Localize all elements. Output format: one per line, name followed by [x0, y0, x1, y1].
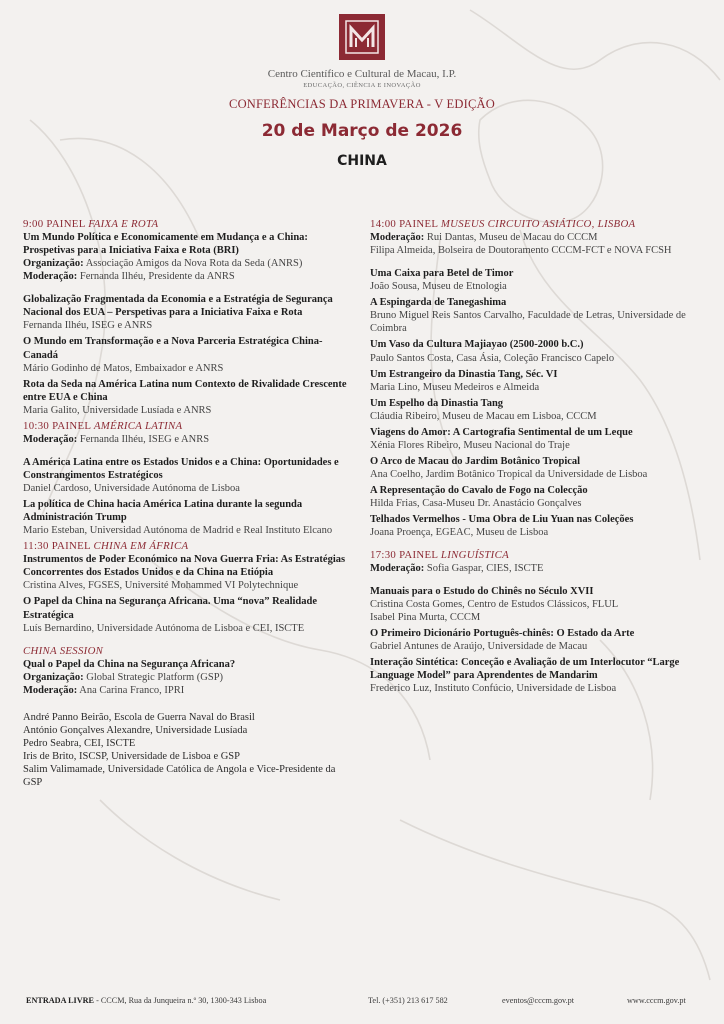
talk-title: O Arco de Macau do Jardim Botânico Tropical	[370, 455, 581, 467]
talk-title: Uma Caixa para Betel de Timor	[370, 268, 514, 280]
header	[0, 14, 724, 169]
speaker: Daniel Cardoso, Universidade Autónoma de Lisboa	[23, 483, 240, 494]
right-column	[370, 218, 704, 695]
panel-time: 17:30 PAINEL	[370, 548, 441, 561]
panel-heading	[23, 420, 353, 433]
org-name: Centro Científico e Cultural de Macau, I.P.	[267, 68, 457, 80]
footer-address	[26, 996, 266, 1005]
session-speaker: André Panno Beirão, Escola de Guerra Naval do Brasil	[23, 711, 255, 723]
talk-title: La política de China hacia América Latina durante la segunda Administración Trump	[23, 499, 303, 524]
panel-time: 11:30 PAINEL	[23, 540, 94, 553]
panel-heading	[370, 549, 704, 562]
talk-title: O Primeiro Dicionário Português-chinês: O Estado da Arte	[370, 628, 635, 640]
session-speaker: António Gonçalves Alexandre, Universidade Lusíada	[23, 724, 248, 736]
role-label: Organização:	[23, 258, 84, 270]
speaker: Gabriel Antunes de Araújo, Universidade de Macau	[370, 641, 588, 653]
role-value: Fernanda Ilhéu, Presidente da ANRS	[77, 271, 235, 283]
talk-title: Interação Sintética: Conceção e Avaliação de um Interlocutor “Large Language Model” para Aprendentes de Mandarim	[370, 657, 680, 682]
panel-name: FAIXA E ROTA	[88, 218, 159, 230]
speaker: João Sousa, Museu de Etnologia	[370, 281, 507, 293]
role-label: Moderação:	[23, 433, 78, 445]
panel-name: AMÉRICA LATINA	[93, 419, 183, 432]
footer-phone: Tel. (+351) 213 617 582	[368, 996, 448, 1005]
speaker: Luís Bernardino, Universidade Autónoma de Lisboa e CEI, ISCTE	[23, 622, 305, 634]
talk-title: Viagens do Amor: A Cartografia Sentimental de um Leque	[370, 426, 633, 438]
speaker: Cristina Costa Gomes, Centro de Estudos Clássicos, FLUL	[370, 599, 619, 611]
address-text: - CCCM, Rua da Junqueira n.º 30, 1300-343 Lisboa	[94, 996, 267, 1005]
moderation-line	[23, 433, 353, 446]
role-value: Sofia Gaspar, CIES, ISCTE	[424, 563, 544, 575]
talk-title: Um Mundo Política e Economicamente em Mudança e a China: Prospetivas para a Iniciativa Faixa e Rota (BRI)	[23, 232, 308, 257]
panel-name: CHINA EM ÁFRICA	[93, 540, 189, 553]
role-label: Moderação:	[370, 232, 425, 244]
speaker: Maria Galito, Universidade Lusíada e ANRS	[23, 404, 212, 416]
talk-title: O Papel da China na Segurança Africana. Uma “nova” Realidade Estratégica	[23, 596, 318, 621]
panel-time: 10:30 PAINEL	[23, 419, 94, 432]
conference-title: CONFERÊNCIAS DA PRIMAVERA - V EDIÇÃO	[229, 97, 495, 111]
panel-time: 14:00 PAINEL	[370, 218, 441, 230]
talk-title: Globalização Fragmentada da Economia e a Estratégia de Segurança Nacional dos EUA – Perspetivas para a Iniciativa Faixa e Rota	[23, 294, 333, 319]
session-heading: CHINA SESSION	[23, 644, 104, 657]
speaker: Cláudia Ribeiro, Museu de Macau em Lisboa, CCCM	[370, 410, 597, 422]
event-date: 20 de Março de 2026	[261, 121, 463, 141]
speaker: Xénia Flores Ribeiro, Museu Nacional do Traje	[370, 439, 570, 451]
role-value: Fernanda Ilhéu, ISEG e ANRS	[77, 433, 210, 445]
panel-heading	[23, 540, 353, 553]
cccm-logo	[339, 14, 385, 60]
free-entry-label: ENTRADA LIVRE	[26, 996, 95, 1005]
talk-title: Um Vaso da Cultura Majiayao (2500-2000 b.C.)	[370, 339, 584, 351]
speaker: Bruno Miguel Reis Santos Carvalho, Faculdade de Letras, Universidade de Coimbra	[370, 310, 686, 335]
session-title: Qual o Papel da China na Segurança Africana?	[23, 658, 236, 670]
speaker: Maria Lino, Museu Medeiros e Almeida	[370, 381, 540, 393]
speaker: Fernanda Ilhéu, ISEG e ANRS	[23, 320, 153, 332]
speaker: Cristina Alves, FGSES, Université Mohammed VI Polytechnique	[23, 580, 299, 592]
panel-heading	[370, 218, 704, 231]
talk-title: A Representação do Cavalo de Fogo na Colecção	[370, 484, 588, 496]
co-moderator: Filipa Almeida, Bolseira de Doutoramento CCCM-FCT e NOVA FCSH	[370, 245, 672, 257]
speaker: Hilda Frias, Casa-Museu Dr. Anastácio Gonçalves	[370, 497, 582, 509]
role-value: Ana Carina Franco, IPRI	[77, 684, 185, 696]
panel-name: MUSEUS CIRCUITO ASIÁTICO, LISBOA	[440, 218, 636, 230]
speaker: Frederico Luz, Instituto Confúcio, Universidade de Lisboa	[370, 683, 617, 695]
talk-title: Instrumentos de Poder Económico na Nova Guerra Fria: As Estratégias Concorrentes dos Estados Unidos e da China na Etiópia	[23, 554, 346, 579]
role-label: Organização:	[23, 671, 84, 683]
talk-title: Telhados Vermelhos - Uma Obra de Liu Yuan nas Coleções	[370, 513, 634, 525]
speaker: Mario Esteban, Universidad Autónoma de Madrid e Real Instituto Elcano	[23, 525, 333, 537]
moderation-line	[23, 684, 353, 697]
panel-name: LINGUÍSTICA	[440, 548, 509, 561]
role-label: Moderação:	[23, 684, 78, 696]
role-value: Associação Amigos da Nova Rota da Seda (ANRS)	[83, 258, 303, 270]
talk-title: Manuais para o Estudo do Chinês no Século XVII	[370, 586, 594, 598]
panel-time: 9:00 PAINEL	[23, 218, 89, 230]
role-label: Moderação:	[23, 271, 78, 283]
speaker: Ana Coelho, Jardim Botânico Tropical da Universidade de Lisboa	[370, 468, 648, 480]
session-speaker: Salim Valimamade, Universidade Católica de Angola e Vice-Presidente da GSP	[23, 764, 336, 789]
footer-email-link[interactable]: eventos@cccm.gov.pt	[502, 996, 575, 1005]
talk-title: A Espingarda de Tanegashima	[370, 297, 507, 309]
talk-title: Rota da Seda na América Latina num Contexto de Rivalidade Crescente entre EUA e China	[23, 378, 347, 403]
panel-heading	[23, 218, 353, 231]
speaker: Paulo Santos Costa, Casa Ásia, Coleção Francisco Capelo	[370, 352, 615, 364]
talk-title: Um Espelho da Dinastia Tang	[370, 397, 504, 409]
moderation-line	[23, 270, 353, 283]
moderation-line	[370, 562, 704, 575]
talk-title: Um Estrangeiro da Dinastia Tang, Séc. VI	[370, 368, 558, 380]
organization-line	[23, 671, 353, 684]
session-speaker: Iris de Brito, ISCSP, Universidade de Lisboa e GSP	[23, 751, 240, 762]
talk-title: A América Latina entre os Estados Unidos e a China: Oportunidades e Constrangimentos Estratégicos	[23, 456, 339, 481]
footer-website-link[interactable]: www.cccm.gov.pt	[627, 996, 686, 1005]
speaker: Isabel Pina Murta, CCCM	[370, 612, 481, 624]
moderation-line	[370, 231, 704, 244]
talk-title: O Mundo em Transformação e a Nova Parceria Estratégica China-Canadá	[23, 336, 323, 361]
role-value: Global Strategic Platform (GSP)	[83, 671, 224, 683]
org-subtitle: EDUCAÇÃO, CIÊNCIA E INOVAÇÃO	[303, 82, 421, 89]
role-value: Rui Dantas, Museu de Macau do CCCM	[424, 232, 598, 244]
speaker: Joana Proença, EGEAC, Museu de Lisboa	[370, 526, 549, 538]
organization-line	[23, 257, 353, 270]
logo-emblem-icon	[344, 19, 380, 55]
session-speaker: Pedro Seabra, CEI, ISCTE	[23, 737, 136, 749]
country-title: CHINA	[337, 153, 387, 169]
role-label: Moderação:	[370, 563, 425, 575]
left-column	[23, 218, 353, 789]
speaker: Mário Godinho de Matos, Embaixador e ANRS	[23, 362, 224, 374]
